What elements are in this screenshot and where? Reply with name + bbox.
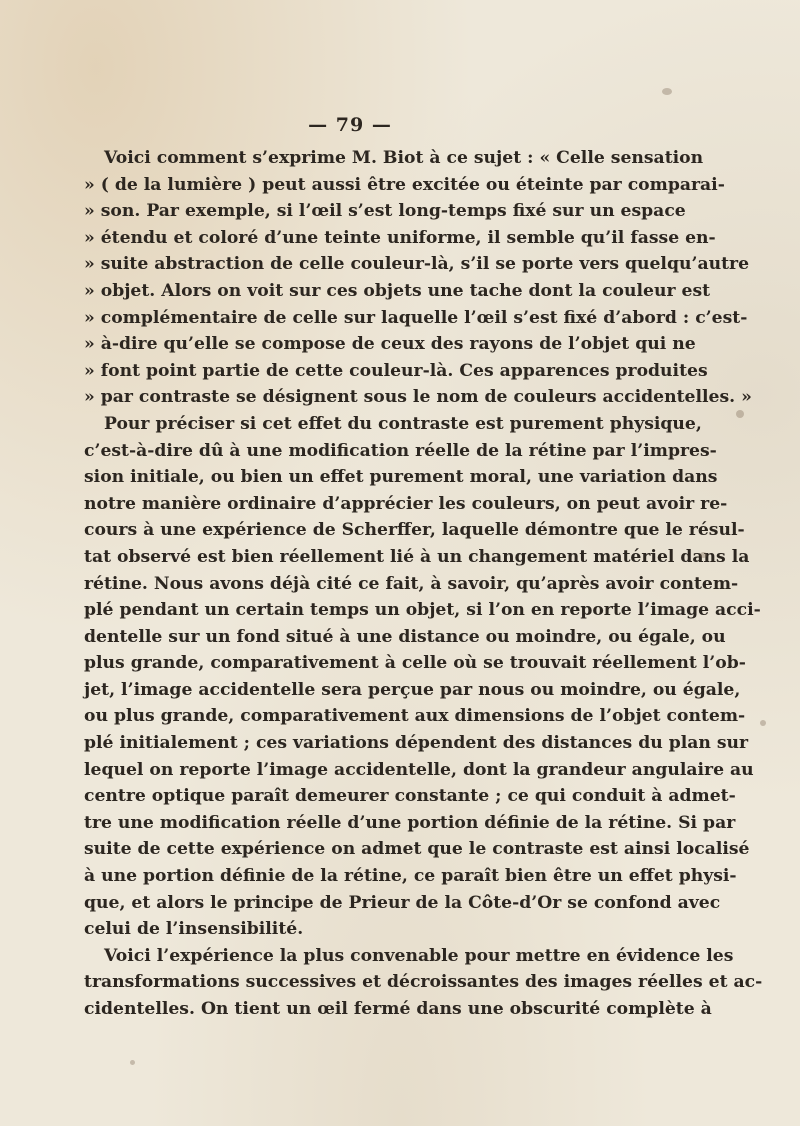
text-line: Voici l’expérience la plus convenable pour mettre en évidence les	[104, 945, 734, 966]
text-line: rétine. Nous avons déjà cité ce fait, à savoir, qu’après avoir contem-	[84, 573, 739, 594]
text-line: plé pendant un certain temps un objet, si l’on en reporte l’image acci-	[84, 600, 761, 621]
text-line: transformations successives et décroissantes des images réelles et ac-	[84, 972, 763, 993]
paper-speck	[736, 410, 744, 418]
paper-speck	[662, 88, 672, 95]
text-line: jet, l’image accidentelle sera perçue par nous ou moindre, ou égale,	[84, 679, 741, 700]
paper-speck	[700, 552, 707, 558]
text-line: » son. Par exemple, si l’œil s’est long-temps fixé sur un espace	[84, 201, 686, 222]
text-line: cidentelles. On tient un œil fermé dans une obscurité complète à	[84, 999, 712, 1019]
text-line: » suite abstraction de celle couleur-là, s’il se porte vers quelqu’autre	[84, 254, 750, 275]
text-line: c’est-à-dire dû à une modification réelle de la rétine par l’impres-	[84, 440, 717, 461]
text-line: » par contraste se désignent sous le nom de couleurs accidentelles. »	[84, 387, 752, 408]
text-line: » font point partie de cette couleur-là. Ces apparences produites	[84, 360, 708, 381]
page-number: — 79 —	[308, 114, 392, 136]
text-line: » étendu et coloré d’une teinte uniforme, il semble qu’il fasse en-	[84, 227, 716, 248]
text-line: plé initialement ; ces variations dépendent des distances du plan sur	[84, 733, 749, 754]
text-line: à une portion définie de la rétine, ce paraît bien être un effet physi-	[84, 866, 737, 887]
text-line: centre optique paraît demeurer constante ; ce qui conduit à admet-	[84, 786, 736, 807]
text-line: Pour préciser si cet effet du contraste est purement physique,	[104, 413, 702, 434]
text-line: Voici comment s’exprime M. Biot à ce sujet : « Celle sensation	[104, 148, 704, 168]
text-line: que, et alors le principe de Prieur de la Côte-d’Or se confond avec	[84, 892, 721, 913]
text-line: tre une modification réelle d’une portion définie de la rétine. Si par	[84, 812, 736, 833]
text-line: notre manière ordinaire d’apprécier les couleurs, on peut avoir re-	[84, 493, 728, 514]
text-line: ou plus grande, comparativement aux dimensions de l’objet contem-	[84, 706, 746, 727]
text-line: plus grande, comparativement à celle où se trouvait réellement l’ob-	[84, 653, 746, 674]
text-line: » ( de la lumière ) peut aussi être excitée ou éteinte par comparai-	[84, 174, 725, 195]
paper-speck	[760, 720, 766, 726]
text-line: suite de cette expérience on admet que le contraste est ainsi localisé	[84, 839, 750, 860]
paper-speck	[130, 1060, 135, 1065]
text-line: sion initiale, ou bien un effet purement moral, une variation dans	[84, 467, 718, 488]
text-line: » objet. Alors on voit sur ces objets une tache dont la couleur est	[84, 280, 711, 301]
text-line: celui de l’insensibilité.	[84, 919, 304, 940]
text-line: lequel on reporte l’image accidentelle, dont la grandeur angulaire au	[84, 759, 754, 780]
text-line: cours à une expérience de Scherffer, laquelle démontre que le résul-	[84, 520, 745, 541]
text-line: » complémentaire de celle sur laquelle l’œil s’est fixé d’abord : c’est-	[84, 307, 748, 328]
text-line: tat observé est bien réellement lié à un changement matériel dans la	[84, 546, 750, 567]
body-text	[84, 145, 763, 1023]
text-line: dentelle sur un fond situé à une distance ou moindre, ou égale, ou	[84, 626, 726, 647]
text-line: » à-dire qu’elle se compose de ceux des rayons de l’objet qui ne	[84, 334, 696, 355]
